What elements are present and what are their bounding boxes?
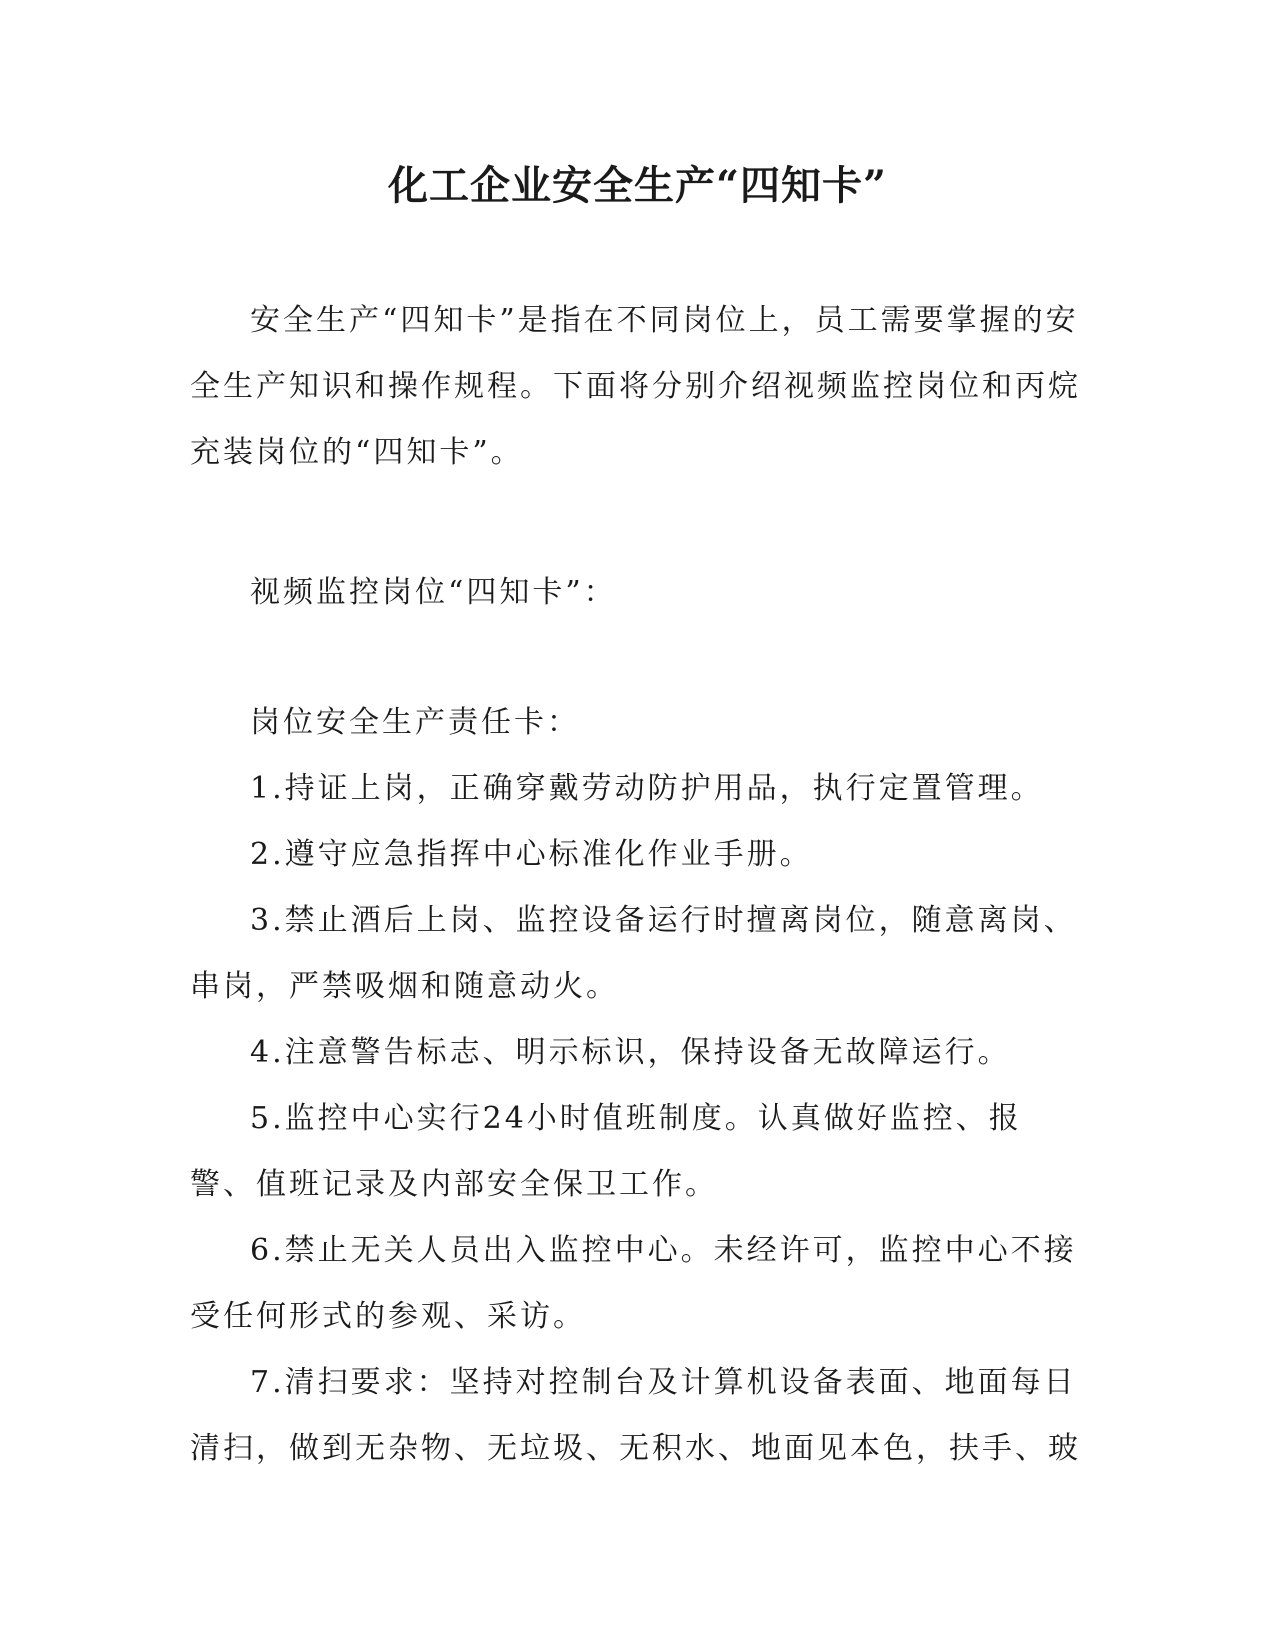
list-item: 1.持证上岗，正确穿戴劳动防护用品，执行定置管理。: [250, 771, 1044, 806]
list-item: 3.禁止酒后上岗、监控设备运行时擅离岗位，随意离岗、串岗，严禁吸烟和随意动火。: [190, 903, 1077, 1004]
list-item: 4.注意警告标志、明示标识，保持设备无故障运行。: [250, 1035, 1011, 1070]
document-title: 化工企业安全生产“四知卡”: [387, 162, 887, 209]
intro-paragraph: 安全生产“四知卡”是指在不同岗位上，员工需要掌握的安全生产知识和操作规程。下面将分别介绍视频监控岗位和丙烷充装岗位的“四知卡”。: [190, 303, 1081, 470]
list-item: 7.清扫要求：坚持对控制台及计算机设备表面、地面每日清扫，做到无杂物、无垃圾、无积水、地面见本色，扶手、玻: [190, 1365, 1081, 1466]
list-item: 6.禁止无关人员出入监控中心。未经许可，监控中心不接受任何形式的参观、采访。: [190, 1233, 1077, 1334]
section-heading: 视频监控岗位“四知卡”：: [250, 575, 617, 610]
card-block: [190, 690, 1085, 1482]
intro-block: [190, 288, 1085, 486]
section-block: [190, 560, 1085, 626]
card-heading: 岗位安全生产责任卡：: [250, 705, 580, 740]
list-item: 5.监控中心实行24小时值班制度。认真做好监控、报警、值班记录及内部安全保卫工作。: [190, 1101, 1022, 1202]
list-item: 2.遵守应急指挥中心标准化作业手册。: [250, 837, 813, 872]
